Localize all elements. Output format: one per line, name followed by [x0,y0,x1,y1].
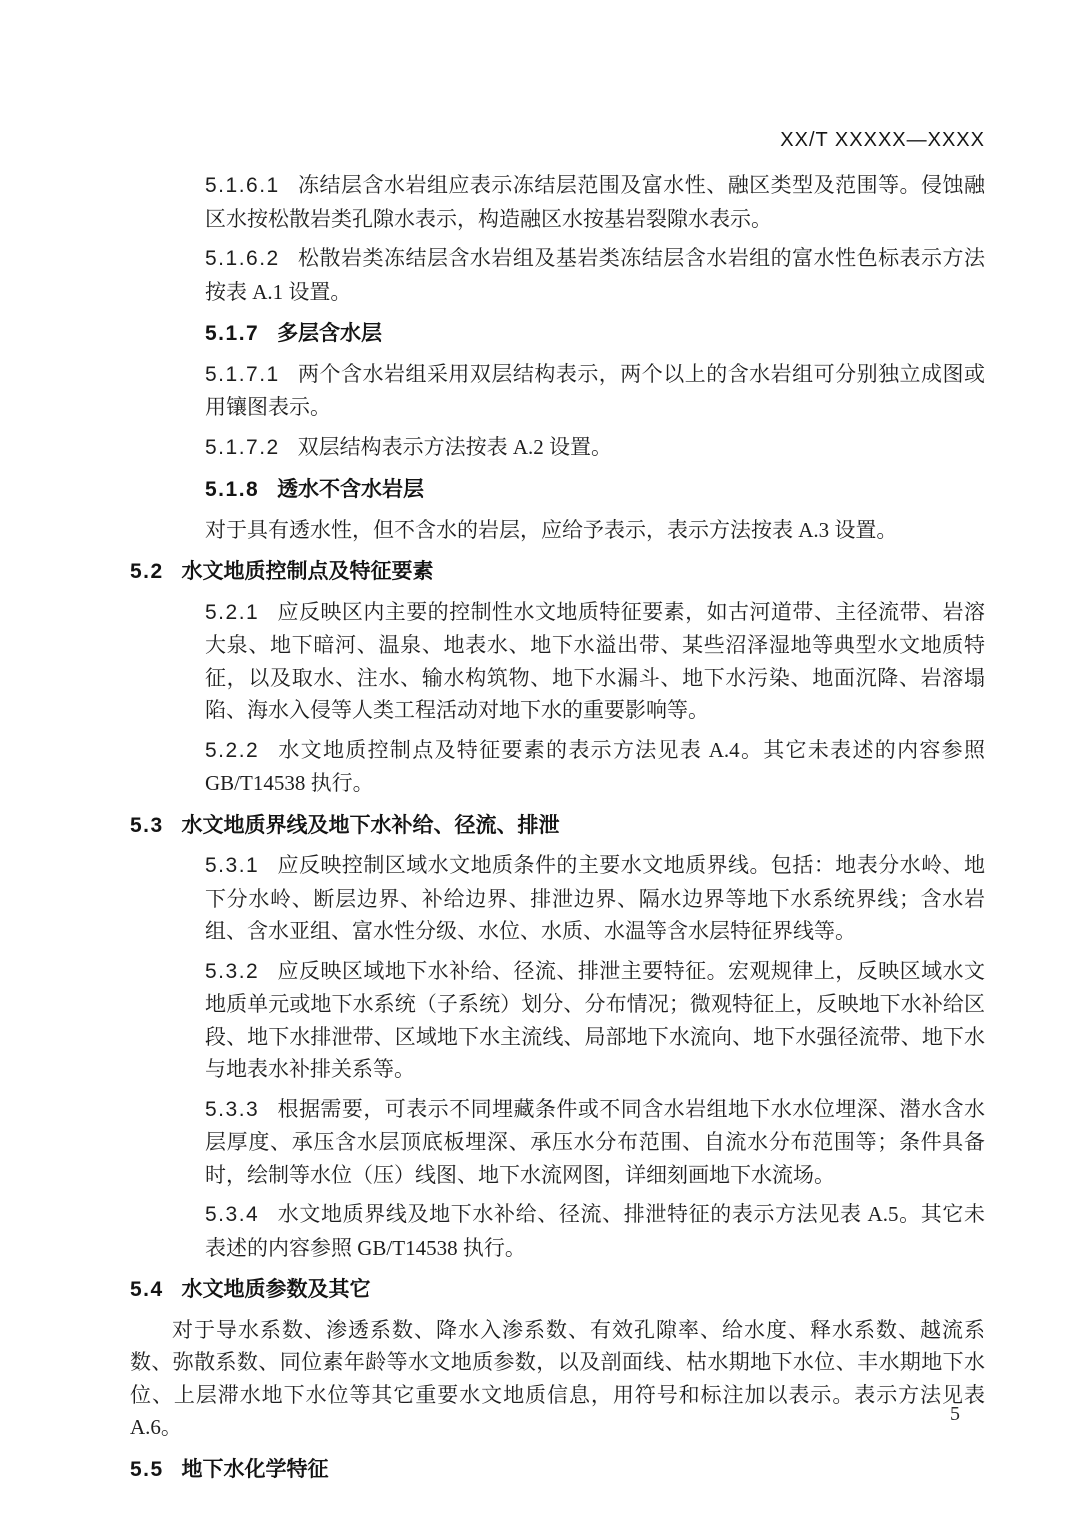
clause-number: 5.1.7.1 [205,362,280,386]
clause-number: 5.5 [130,1457,164,1481]
clause-5172 [205,431,985,465]
doc-code: XX/T XXXXX—XXXX [780,129,985,151]
clause-533 [205,1093,985,1192]
heading-text: 多层含水层 [277,322,383,345]
clause-534 [205,1198,985,1264]
heading-517 [205,318,985,351]
clause-number: 5.3 [130,813,164,837]
heading-text: 水文地质界线及地下水补给、径流、排泄 [181,813,560,837]
clause-text: 应反映区域地下水补给、径流、排泄主要特征。宏观规律上，反映区域水文地质单元或地下水系统（子系统）划分、分布情况；微观特征上，反映地下水补给区段、地下水排泄带、区域地下水主流线、局部地下水流向、地下水强径流带、地下水与地表水补排关系等。 [205,958,985,1081]
clause-number: 5.3.4 [205,1203,260,1226]
clause-521 [205,596,985,727]
heading-53 [130,810,985,843]
clause-number: 5.1.7.2 [205,435,280,459]
clause-number: 5.1.7 [205,322,260,345]
heading-55 [130,1454,985,1487]
body-text: 对于导水系数、渗透系数、降水入渗系数、有效孔隙率、给水度、释水系数、越流系数、弥散系数、同位素年龄等水文地质参数，以及剖面线、枯水期地下水位、丰水期地下水位、上层滞水地下水位等其它重要水文地质信息，用符号和标注加以表示。表示方法见表A.6。 [130,1317,985,1439]
heading-text: 水文地质参数及其它 [181,1278,371,1301]
clause-number: 5.1.6.1 [205,174,280,197]
clause-5162 [205,242,985,308]
clause-number: 5.2.2 [205,738,260,762]
clause-number: 5.3.2 [205,959,260,983]
document-body [130,169,985,1486]
clause-5161 [205,169,985,235]
clause-text: 两个含水岩组采用双层结构表示，两个以上的含水岩组可分别独立成图或用镶图表示。 [205,361,985,419]
clause-text: 应反映区内主要的控制性水文地质特征要素，如古河道带、主径流带、岩溶大泉、地下暗河、温泉、地表水、地下水溢出带、某些沼泽湿地等典型水文地质特征，以及取水、注水、输水构筑物、地下水漏斗、地下水污染、地面沉降、岩溶塌陷、海水入侵等人类工程活动对地下水的重要影响等。 [205,599,985,722]
clause-5171 [205,358,985,424]
clause-number: 5.3.1 [205,854,260,877]
clause-number: 5.3.3 [205,1097,260,1121]
clause-text: 应反映控制区域水文地质条件的主要水文地质界线。包括：地表分水岭、地下分水岭、断层边界、补给边界、排泄边界、隔水边界等地下水系统界线；含水岩组、含水亚组、富水性分级、水位、水质、水温等含水层特征界线等。 [205,853,985,943]
clause-number: 5.1.6.2 [205,247,280,270]
heading-text: 透水不含水岩层 [277,478,425,501]
clause-531 [205,849,985,948]
clause-number: 5.1.8 [205,478,260,501]
body-text: 对于具有透水性，但不含水的岩层，应给予表示，表示方法按表 A.3 设置。 [205,517,898,542]
page-number: 5 [950,1403,960,1425]
clause-number: 5.2.1 [205,600,260,624]
heading-54 [130,1274,985,1307]
clause-number: 5.4 [130,1278,164,1301]
clause-text: 冻结层含水岩组应表示冻结层范围及富水性、融区类型及范围等。侵蚀融区水按松散岩类孔隙水表示，构造融区水按基岩裂隙水表示。 [205,173,985,231]
clause-text: 松散岩类冻结层含水岩组及基岩类冻结层含水岩组的富水性色标表示方法按表 A.1 设置。 [205,246,985,304]
clause-522 [205,734,985,800]
heading-text: 地下水化学特征 [181,1457,329,1481]
clause-text: 双层结构表示方法按表 A.2 设置。 [297,434,612,459]
clause-text: 根据需要，可表示不同埋藏条件或不同含水岩组地下水水位埋深、潜水含水层厚度、承压含水层顶底板埋深、承压水分布范围、自流水分布范围等；条件具备时，绘制等水位（压）线图、地下水流网图，详细刻画地下水流场。 [205,1096,985,1187]
clause-text: 水文地质控制点及特征要素的表示方法见表 A.4。其它未表述的内容参照 GB/T14538 执行。 [205,737,985,795]
clause-number: 5.2 [130,560,164,583]
document-header [0,128,985,152]
heading-52 [130,556,985,589]
heading-text: 水文地质控制点及特征要素 [181,560,434,583]
clause-text: 水文地质界线及地下水补给、径流、排泄特征的表示方法见表 A.5。其它未表述的内容参照 GB/T14538 执行。 [205,1202,985,1260]
heading-518 [205,474,985,507]
body-paragraph-518 [205,514,985,547]
clause-532 [205,955,985,1086]
body-paragraph-54 [130,1314,985,1444]
